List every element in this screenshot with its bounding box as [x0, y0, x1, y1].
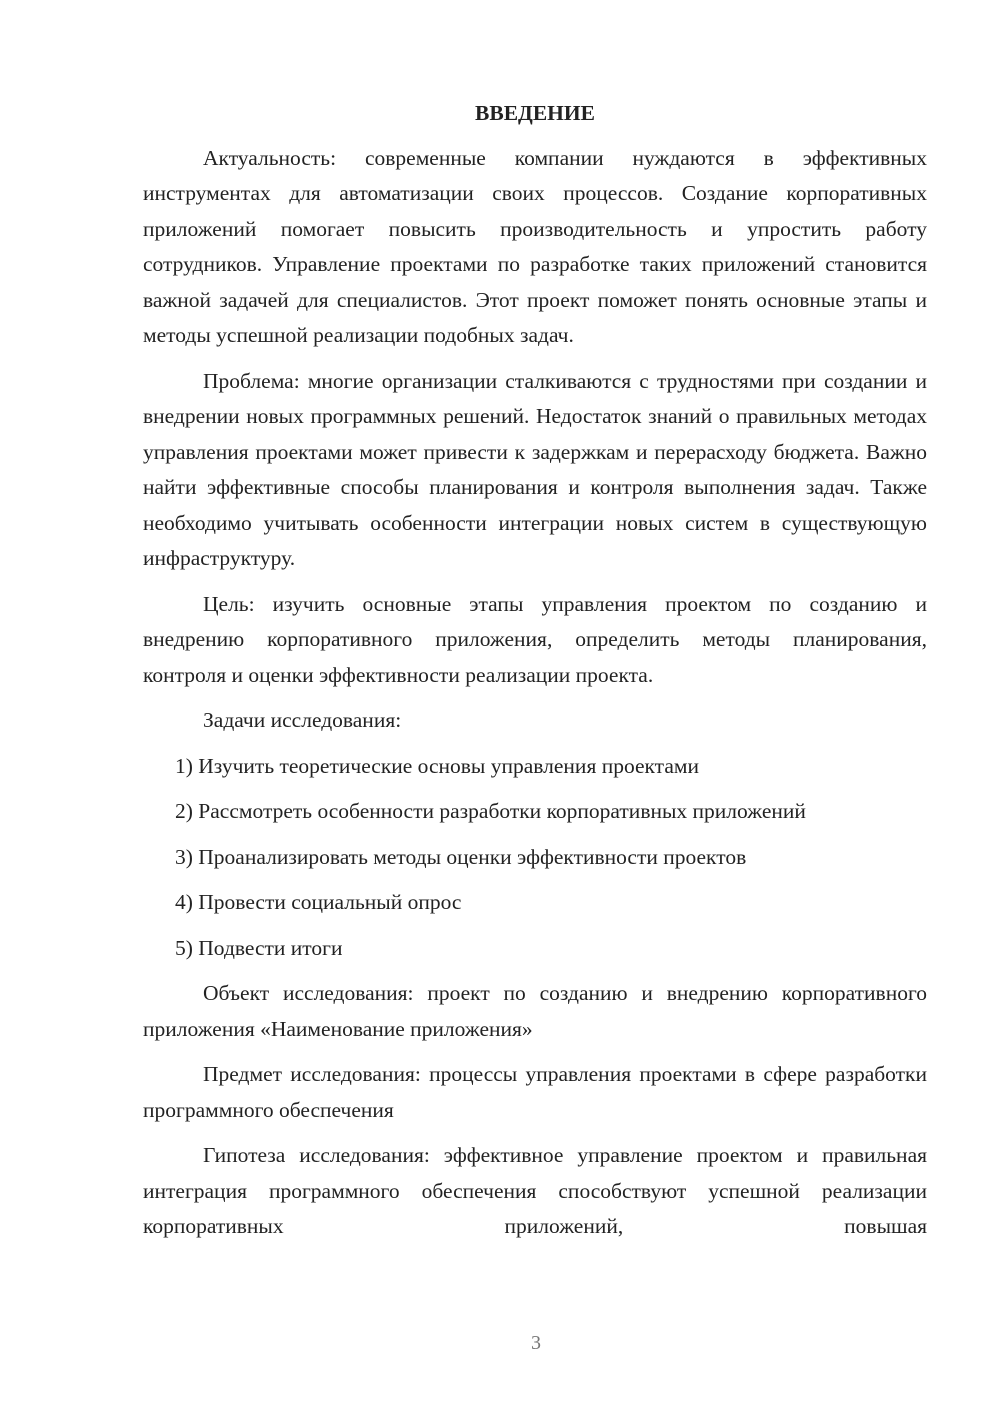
list-item: 3) Проанализировать методы оценки эффективности проектов: [175, 844, 747, 869]
relevance-paragraph: Актуальность: современные компании нуждаются в эффективных инструментах для автоматизации своих процессов. Создание корпоративных приложений помогает повысить производительность и упростить работу сотрудников. Управление проектами по разработке таких приложений становится важной задачей для специалистов. Этот проект поможет понять основные этапы и методы успешной реализации подобных задач.: [143, 145, 927, 347]
problem-paragraph: Проблема: многие организации сталкиваются с трудностями при создании и внедрении новых программных решений. Недостаток знаний о правильных методах управления проектами может привести к задержкам и перерасходу бюджета. Важно найти эффективные способы планирования и контроля выполнения задач. Также необходимо учитывать особенности интеграции новых систем в существующую инфраструктуру.: [143, 368, 927, 570]
subject-paragraph: Предмет исследования: процессы управления проектами в сфере разработки программного обеспечения: [143, 1062, 927, 1122]
object-paragraph: Объект исследования: проект по созданию и внедрению корпоративного приложения «Наименование приложения»: [143, 981, 927, 1041]
page-number: 3: [531, 1332, 541, 1354]
tasks-title: Задачи исследования:: [203, 708, 402, 732]
goal-paragraph: Цель: изучить основные этапы управления проектом по созданию и внедрению корпоративного приложения, определить методы планирования, контроля и оценки эффективности реализации проекта.: [143, 591, 927, 687]
tasks-list: [143, 749, 927, 967]
page-content: [143, 96, 927, 1255]
list-item: 1) Изучить теоретические основы управления проектами: [175, 753, 699, 778]
hypothesis-paragraph: Гипотеза исследования: эффективное управление проектом и правильная интеграция программного обеспечения способствуют успешной реализации корпоративных приложений, повышая: [143, 1143, 927, 1238]
list-item: 4) Провести социальный опрос: [175, 890, 462, 914]
page-title: ВВЕДЕНИЕ: [475, 101, 595, 125]
list-item: 2) Рассмотреть особенности разработки корпоративных приложений: [175, 799, 806, 823]
list-item: 5) Подвести итоги: [175, 935, 343, 960]
